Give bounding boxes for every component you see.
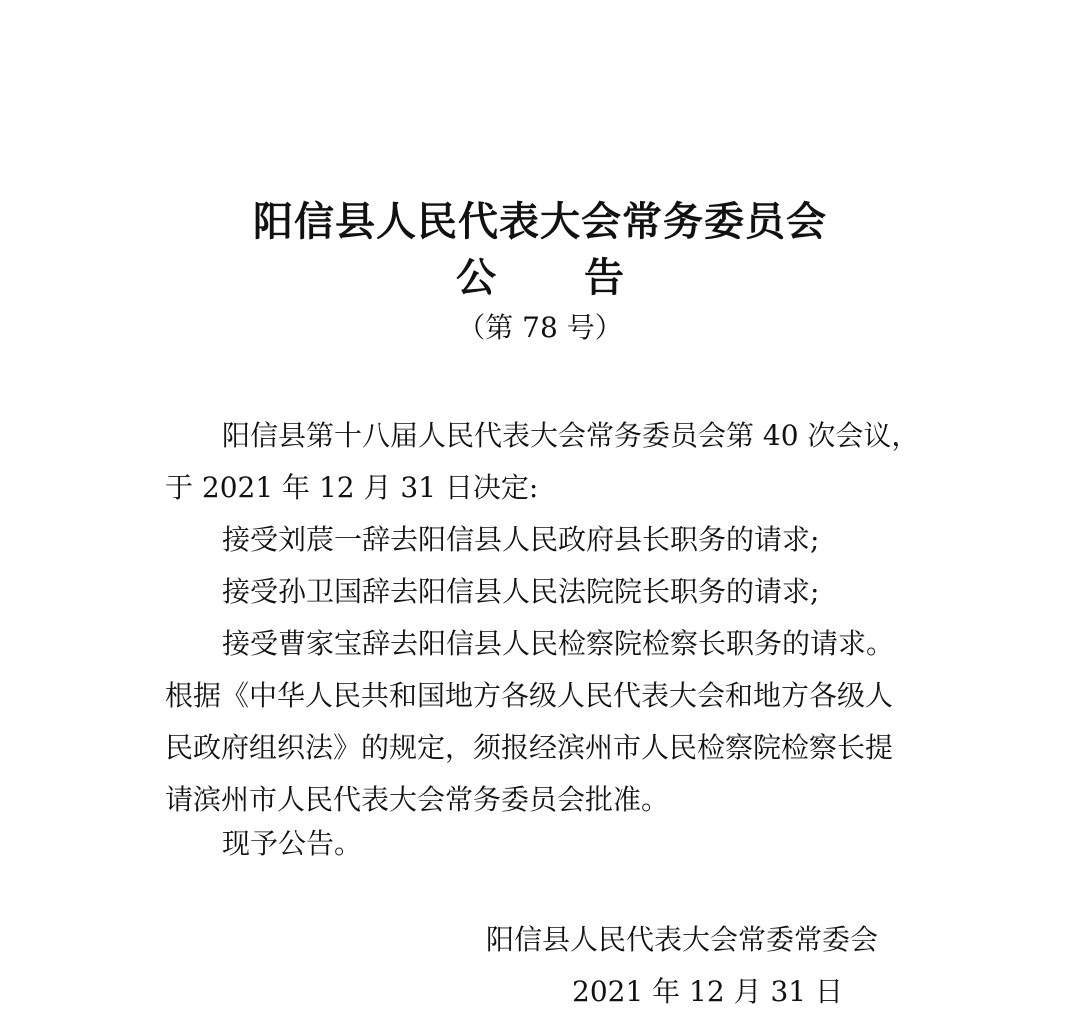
decision-item-3: 接受曹家宝辞去阳信县人民检察院检察长职务的请求。 (222, 627, 895, 660)
signature-issuer: 阳信县人民代表大会常委常委会 (486, 923, 879, 956)
notice-heading-char-1: 公 (456, 254, 496, 301)
paragraph-line: 于 2021 年 12 月 31 日决定: (165, 471, 539, 504)
paragraph-line: 阳信县第十八届人民代表大会常务委员会第 40 次会议， (222, 419, 920, 452)
document-title: 阳信县人民代表大会常务委员会 (253, 198, 827, 245)
paragraph-items (165, 514, 925, 826)
decision-item-2: 接受孙卫国辞去阳信县人民法院院长职务的请求; (222, 575, 820, 608)
paragraph-decision (165, 410, 925, 514)
decision-item-1: 接受刘莀一辞去阳信县人民政府县长职务的请求; (222, 523, 820, 556)
closing-statement (165, 818, 925, 870)
document-number: （第 78 号） (457, 311, 623, 344)
paragraph-line: 请滨州市人民代表大会常务委员会批准。 (165, 783, 670, 816)
notice-heading (0, 246, 1080, 303)
signature-date: 2021 年 12 月 31 日 (572, 975, 844, 1008)
notice-heading-char-2: 告 (584, 254, 624, 301)
closing-line: 现予公告。 (222, 827, 363, 860)
paragraph-line: 根据《中华人民共和国地方各级人民代表大会和地方各级人 (165, 679, 894, 712)
paragraph-line: 民政府组织法》的规定，须报经滨州市人民检察院检察长提 (165, 731, 894, 764)
